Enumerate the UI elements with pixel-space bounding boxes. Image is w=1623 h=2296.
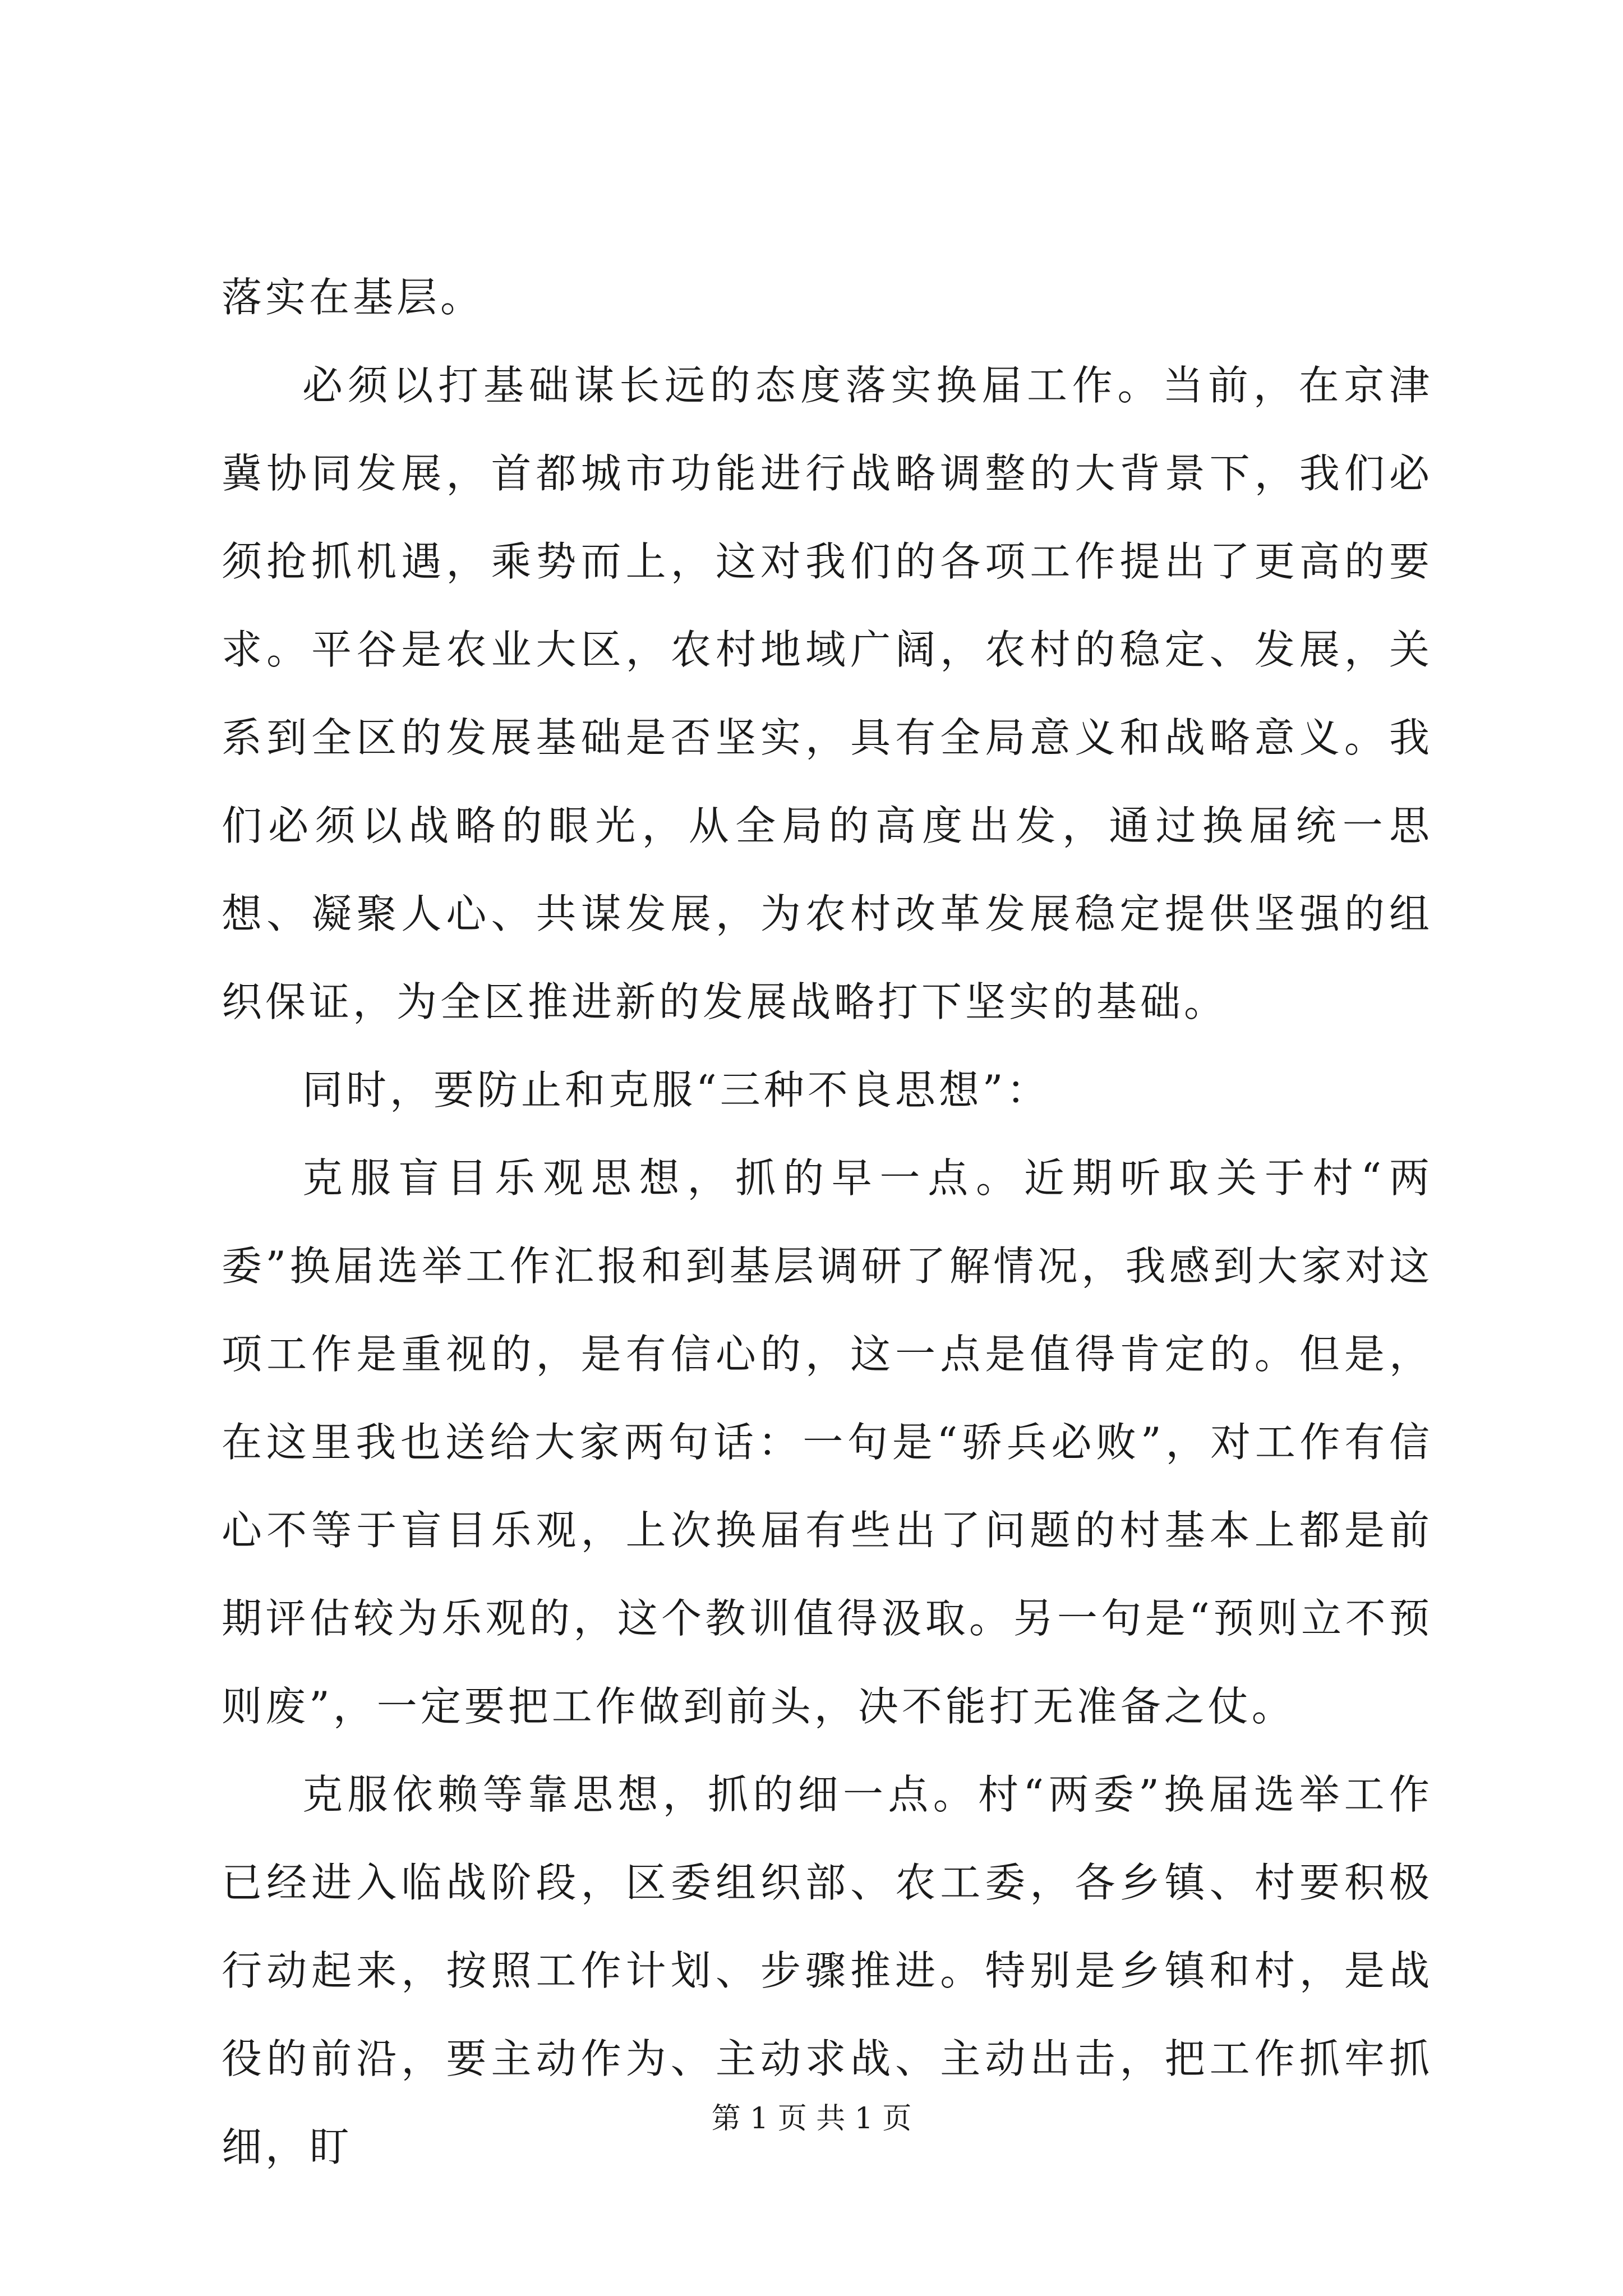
paragraph-1: 落实在基层。 (222, 274, 485, 321)
paragraph-2: 必须以打基础谋长远的态度落实换届工作。当前，在京津冀协同发展，首都城市功能进行战略调整的大背景下，我们必须抢抓机遇，乘势而上，这对我们的各项工作提出了更高的要求。平谷是农业大区，农村地域广阔，农村的稳定、发展，关系到全区的发展基础是否坚实，具有全局意义和战略意义。我们必须以战略的眼光，从全局的高度出发，通过换届统一思想、凝聚人心、共谋发展，为农村改革发展稳定提供坚强的组织保证，为全区推进新的发展战略打下坚实的基础。 (222, 362, 1433, 1025)
document-body (222, 254, 1433, 2191)
page-footer: 第 1 页 共 1 页 (711, 2102, 912, 2136)
paragraph-4: 克服盲目乐观思想，抓的早一点。近期听取关于村“两委”换届选举工作汇报和到基层调研了解情况，我感到大家对这项工作是重视的，是有信心的，这一点是值得肯定的。但是，在这里我也送给大家两句话：一句是“骄兵必败”，对工作有信心不等于盲目乐观，上次换届有些出了问题的村基本上都是前期评估较为乐观的，这个教训值得汲取。另一句是“预则立不预则废”，一定要把工作做到前头，决不能打无准备之仗。 (222, 1154, 1433, 1730)
paragraph-5: 克服依赖等靠思想，抓的细一点。村“两委”换届选举工作已经进入临战阶段，区委组织部、农工委，各乡镇、村要积极行动起来，按照工作计划、步骤推进。特别是乡镇和村，是战役的前沿，要主动作为、主动求战、主动出击，把工作抓牢抓细，盯 (222, 1771, 1433, 2170)
paragraph-3: 同时，要防止和克服“三种不良思想”： (302, 1066, 1050, 1114)
